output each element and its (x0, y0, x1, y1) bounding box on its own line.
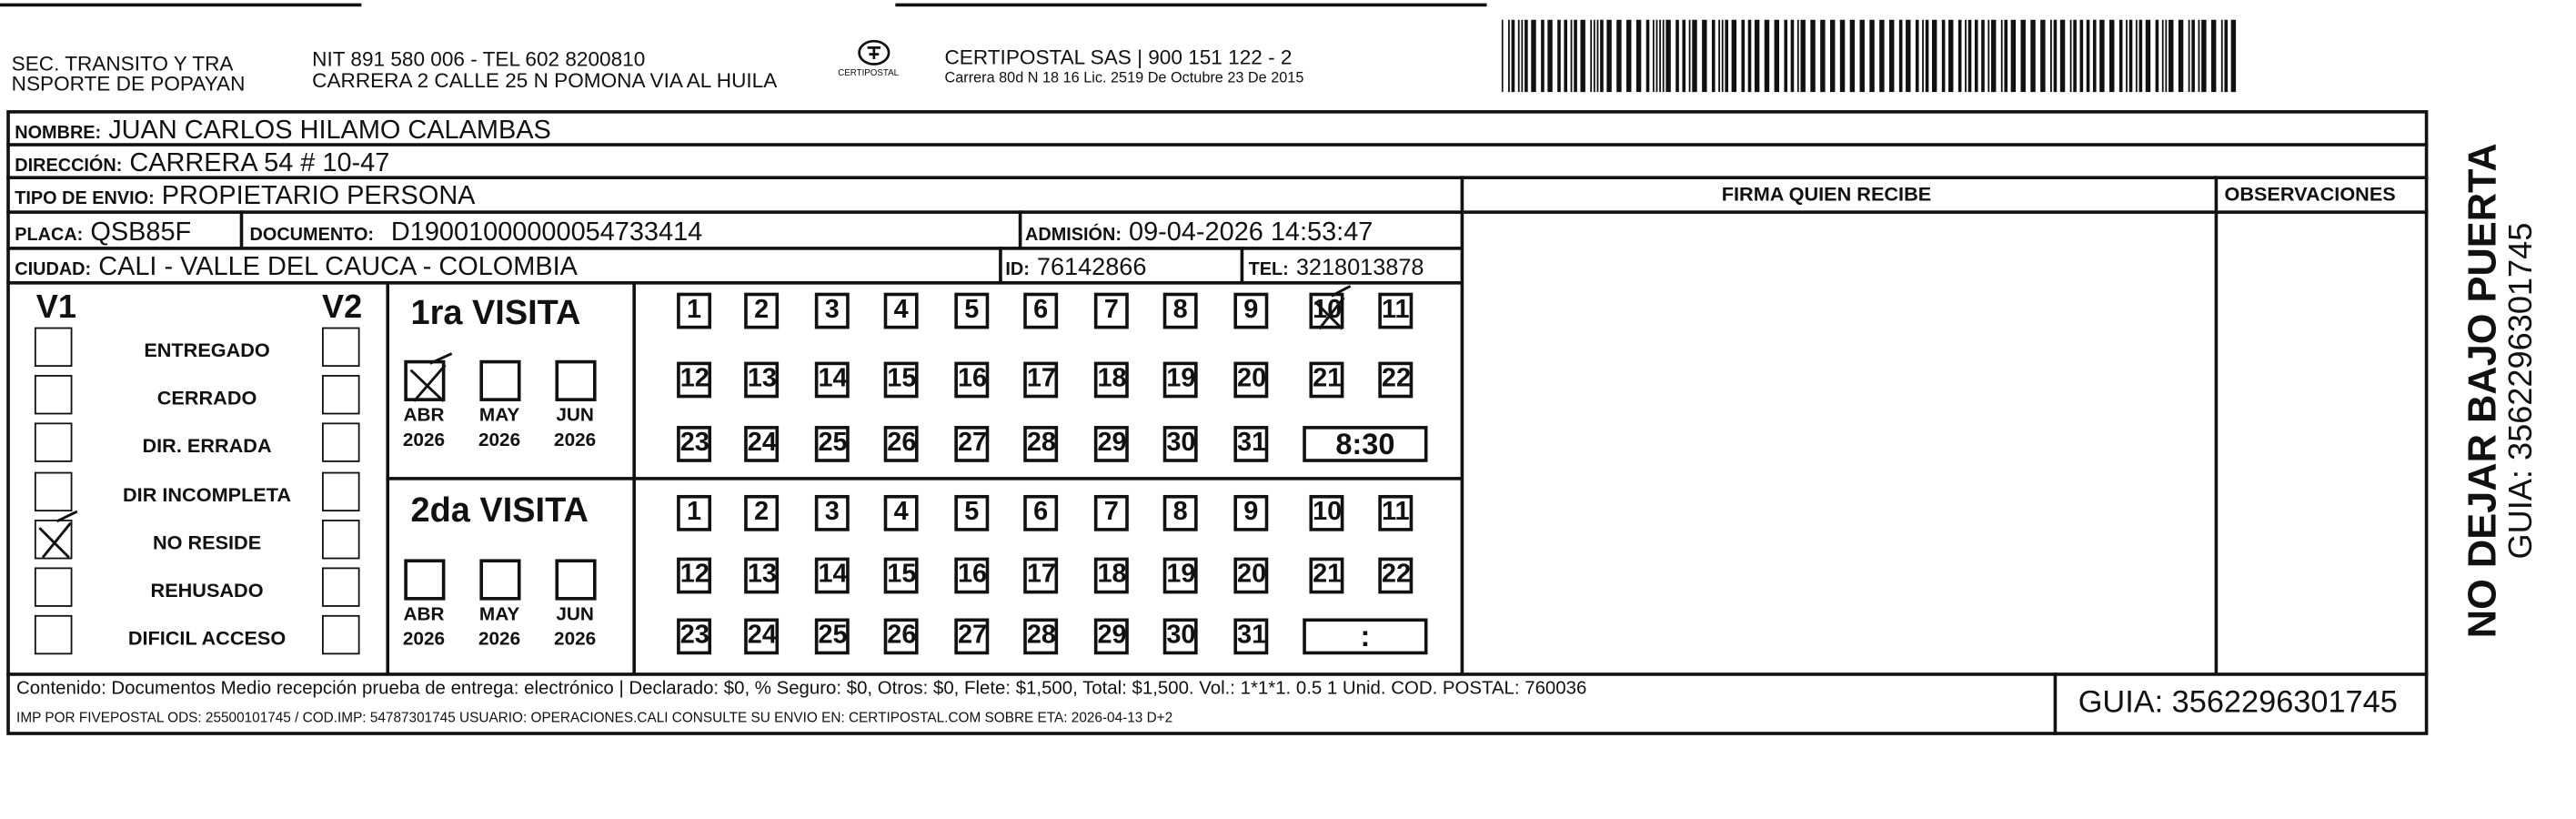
status-label: DIFICIL ACCESO (127, 626, 287, 651)
cell-divider (1241, 247, 1244, 283)
tipo-label: TIPO DE ENVIO: (15, 188, 155, 209)
day-box[interactable]: 5 (954, 293, 989, 329)
day-box[interactable]: 29 (1094, 619, 1129, 655)
direccion-row (15, 151, 389, 177)
day-box[interactable]: 15 (884, 558, 919, 594)
day-box[interactable]: 21 (1309, 558, 1343, 594)
barcode-bar (1869, 20, 1874, 93)
barcode-bar (2050, 20, 2052, 93)
month-checkbox[interactable] (479, 559, 520, 600)
day-box[interactable]: 10 (1309, 293, 1343, 329)
day-box[interactable]: 20 (1233, 558, 1268, 594)
status-label: DIR. ERRADA (142, 434, 272, 459)
barcode-bar (2126, 20, 2128, 93)
barcode-bar (1810, 20, 1815, 93)
status-label: REHUSADO (150, 579, 264, 602)
id-value: 76142866 (1036, 253, 1147, 282)
barcode-bar (1784, 20, 1787, 93)
visit2-title: 2da VISITA (410, 491, 589, 530)
barcode-bar (2070, 20, 2072, 93)
barcode-bar (2156, 20, 2159, 93)
barcode-bar (1899, 20, 1903, 93)
barcode-bar (1580, 20, 1585, 93)
day-box[interactable]: 3 (815, 293, 850, 329)
barcode-bar (2087, 20, 2090, 93)
admision-cell (1025, 220, 1373, 247)
v1-checkbox[interactable] (35, 328, 73, 367)
barcode-bar (1682, 20, 1685, 93)
barcode-bar (1606, 20, 1611, 93)
barcode-bar (2146, 20, 2150, 93)
day-box[interactable]: 29 (1094, 426, 1129, 462)
v2-checkbox[interactable] (322, 328, 360, 367)
day-box[interactable]: 3 (815, 495, 850, 531)
certipostal-logo: CERTIPOSTAL (834, 36, 913, 89)
month-checkbox[interactable] (479, 360, 520, 401)
documento-value: D19001000000054733414 (390, 218, 703, 248)
barcode-bar (1916, 20, 1919, 93)
cell-divider (999, 247, 1002, 283)
day-box[interactable]: 26 (884, 426, 919, 462)
barcode-bar (2139, 20, 2143, 93)
barcode-bar (1775, 20, 1779, 93)
barcode-bar (1597, 20, 1599, 93)
barcode-bar (1547, 20, 1552, 93)
day-box[interactable]: 7 (1094, 293, 1129, 329)
barcode-bar (1800, 20, 1805, 93)
barcode-bar (1524, 20, 1528, 93)
day-box[interactable]: 5 (954, 495, 989, 531)
visit-separator (386, 477, 1462, 480)
footer-divider (2054, 672, 2058, 735)
v1-label: V1 (35, 289, 76, 326)
v1-checkbox[interactable] (35, 471, 73, 511)
barcode-bar (1590, 20, 1592, 93)
row-line (6, 247, 1462, 250)
top-rule-right (895, 4, 1486, 7)
barcode-bar (1850, 20, 1855, 93)
v1-checkbox[interactable] (35, 423, 73, 462)
month-label: ABR (403, 406, 445, 427)
barcode-bar (1965, 20, 1967, 93)
day-box[interactable]: 16 (954, 558, 989, 594)
footer-line1: Contenido: Documentos Medio recepción prueba de entrega: electrónico | Declarado: $0, % Seguro: $0, Otros: $0, Flete: $1,500, Total: $1,500. Vol.: 1*1*1. 0.5 1 Unid. COD. POSTAL: 760036 (16, 679, 1587, 700)
day-box[interactable]: 26 (884, 619, 919, 655)
barcode-bar (2060, 20, 2065, 93)
side-guia: GUIA: 3562296301745 (2503, 222, 2541, 560)
placa-label: PLACA: (15, 225, 84, 246)
barcode-bar (1656, 20, 1658, 93)
month-year: 2026 (402, 430, 446, 451)
v2-checkbox[interactable] (322, 567, 360, 606)
barcode-bar (1797, 20, 1799, 93)
barcode-bar (1600, 20, 1604, 93)
barcode-bar (1922, 20, 1924, 93)
barcode-bar (2189, 20, 2190, 93)
month-label: ABR (403, 605, 445, 625)
day-box[interactable]: 27 (954, 426, 989, 462)
barcode-bar (2119, 20, 2123, 93)
admision-value: 09-04-2026 14:53:47 (1129, 218, 1374, 248)
month-checkbox[interactable] (555, 559, 596, 600)
barcode-bar (1932, 20, 1937, 93)
v2-checkbox[interactable] (322, 375, 360, 414)
id-cell (1005, 255, 1146, 281)
barcode-bar (1675, 20, 1679, 93)
barcode-bar (1659, 20, 1661, 93)
day-box[interactable]: 25 (815, 619, 850, 655)
barcode-bar (1722, 20, 1724, 93)
barcode-bar (2162, 20, 2164, 93)
top-rule (0, 4, 361, 7)
placa-cell (15, 220, 191, 247)
barcode-bar (2021, 20, 2026, 93)
day-box[interactable]: 4 (884, 293, 919, 329)
day-box[interactable]: 22 (1378, 558, 1413, 594)
status-label: DIR INCOMPLETA (123, 482, 292, 506)
barcode-bar (2168, 20, 2173, 93)
direccion-value: CARRERA 54 # 10-47 (129, 149, 390, 178)
barcode-bar (2093, 20, 2097, 93)
v2-label: V2 (321, 289, 363, 326)
day-box[interactable]: 16 (954, 362, 989, 399)
barcode-bar (1741, 20, 1745, 93)
barcode-bar (1981, 20, 1985, 93)
month-label: JUN (556, 406, 594, 427)
ciudad-label: CIUDAD: (15, 259, 92, 280)
direccion-label: DIRECCIÓN: (15, 156, 123, 177)
month-label: MAY (478, 406, 520, 427)
barcode-bar (2179, 20, 2183, 93)
barcode-bar (1948, 20, 1953, 93)
barcode-bar (2221, 20, 2223, 93)
barcode-bar (2004, 20, 2007, 93)
day-box[interactable]: 12 (677, 558, 711, 594)
day-box[interactable]: 8 (1163, 495, 1198, 531)
month-year: 2026 (554, 630, 597, 650)
day-box[interactable]: 30 (1163, 426, 1198, 462)
firma-label: FIRMA QUIEN RECIBE (1721, 182, 1932, 206)
month-year: 2026 (478, 430, 521, 451)
footer-guia: GUIA: 3562296301745 (2078, 685, 2398, 721)
day-box[interactable]: 2 (744, 293, 779, 329)
barcode-bar (2199, 20, 2200, 93)
v1-checkbox[interactable] (35, 375, 73, 414)
v1-checkbox[interactable] (35, 567, 73, 606)
barcode-bar (2099, 20, 2104, 93)
barcode-bar (1791, 20, 1795, 93)
barcode-bar (1521, 20, 1523, 93)
day-box[interactable]: 14 (815, 362, 850, 399)
tipo-row (15, 184, 475, 210)
barcode-bar (1975, 20, 1978, 93)
sender-line1: SEC. TRANSITO Y TRA (11, 52, 234, 76)
barcode-bar (1508, 20, 1510, 93)
time-box[interactable]: 8:30 (1303, 426, 1427, 462)
v2-checkbox[interactable] (322, 615, 360, 654)
barcode-bar (1636, 20, 1641, 93)
barcode-bar (1879, 20, 1884, 93)
day-box[interactable]: 1 (677, 495, 711, 531)
day-box[interactable]: 25 (815, 426, 850, 462)
signature-area[interactable] (1464, 214, 2213, 672)
barcode-bar (2040, 20, 2045, 93)
barcode-bar (2231, 20, 2236, 93)
barcode-bar (2129, 20, 2133, 93)
day-box[interactable]: 13 (744, 362, 779, 399)
barcode-bar (2030, 20, 2035, 93)
day-box[interactable]: 21 (1309, 362, 1343, 399)
status-label: ENTREGADO (144, 339, 270, 362)
barcode-bar (1987, 20, 1989, 93)
day-box[interactable]: 18 (1094, 558, 1129, 594)
placa-value: QSB85F (90, 218, 192, 248)
barcode-bar (1725, 20, 1728, 93)
month-year: 2026 (402, 630, 446, 650)
barcode-bar (1692, 20, 1696, 93)
barcode-bar (1665, 20, 1670, 93)
observaciones-label: OBSERVACIONES (2224, 182, 2396, 206)
day-box[interactable]: 6 (1023, 495, 1058, 531)
v2-checkbox[interactable] (322, 520, 360, 559)
v1-checkbox[interactable] (35, 520, 73, 559)
barcode-bar (2224, 20, 2228, 93)
barcode-bar (1616, 20, 1621, 93)
barcode-bar (1663, 20, 1665, 93)
row-line (6, 281, 1462, 285)
barcode-bar (1860, 20, 1865, 93)
barcode-bar (1702, 20, 1706, 93)
barcode-bar (2001, 20, 2003, 93)
barcode-bar (1564, 20, 1567, 93)
barcode-bar (1991, 20, 1996, 93)
day-box[interactable]: 24 (744, 619, 779, 655)
day-box[interactable]: 11 (1378, 293, 1413, 329)
barcode-bar (2201, 20, 2206, 93)
barcode-bar (1765, 20, 1769, 93)
day-box[interactable]: 19 (1163, 362, 1198, 399)
nombre-row (15, 118, 551, 145)
tel-value: 3218013878 (1295, 253, 1424, 280)
day-box[interactable]: 17 (1023, 362, 1058, 399)
barcode-bar (1574, 20, 1577, 93)
barcode-bar (1557, 20, 1561, 93)
barcode-bar (2080, 20, 2084, 93)
day-box[interactable]: 17 (1023, 558, 1058, 594)
barcode-bar (2136, 20, 2138, 93)
month-checkbox[interactable] (404, 559, 445, 600)
side-warning: NO DEJAR BAJO PUERTA (2460, 143, 2506, 639)
v1-checkbox[interactable] (35, 615, 73, 654)
day-box[interactable]: 30 (1163, 619, 1198, 655)
month-label: MAY (478, 605, 520, 625)
admision-label: ADMISIÓN: (1025, 225, 1122, 246)
nombre-label: NOMBRE: (15, 123, 102, 144)
day-box[interactable]: 19 (1163, 558, 1198, 594)
barcode (1502, 20, 2244, 93)
day-box[interactable]: 1 (677, 293, 711, 329)
day-box[interactable]: 31 (1233, 426, 1268, 462)
barcode-bar (1906, 20, 1910, 93)
barcode-bar (1748, 20, 1752, 93)
status-label: CERRADO (156, 387, 257, 410)
barcode-bar (1718, 20, 1720, 93)
day-box[interactable]: 22 (1378, 362, 1413, 399)
day-box[interactable]: 24 (744, 426, 779, 462)
barcode-bar (1942, 20, 1946, 93)
visit1-title: 1ra VISITA (410, 294, 581, 333)
barcode-bar (1830, 20, 1835, 93)
day-box[interactable]: 28 (1023, 619, 1058, 655)
cell-divider (1019, 210, 1022, 248)
barcode-bar (1646, 20, 1650, 93)
barcode-bar (1689, 20, 1691, 93)
observaciones-area[interactable] (2218, 214, 2425, 672)
barcode-bar (1840, 20, 1845, 93)
status-label: NO RESIDE (152, 531, 262, 554)
documento-label: DOCUMENTO: (249, 225, 375, 246)
ciudad-value: CALI - VALLE DEL CAUCA - COLOMBIA (98, 253, 578, 282)
sender-nit: NIT 891 580 006 - TEL 602 8200810 (312, 47, 646, 71)
day-box[interactable]: 13 (744, 558, 779, 594)
day-box[interactable]: 23 (677, 426, 711, 462)
barcode-bar (1926, 20, 1929, 93)
day-box[interactable]: 4 (884, 495, 919, 531)
barcode-bar (1541, 20, 1545, 93)
barcode-bar (1968, 20, 1972, 93)
day-box[interactable]: 7 (1094, 495, 1129, 531)
month-label: JUN (556, 605, 594, 625)
day-box[interactable]: 23 (677, 619, 711, 655)
tel-label: TEL: (1248, 259, 1289, 280)
barcode-bar (1712, 20, 1716, 93)
sender-address: CARRERA 2 CALLE 25 N POMONA VIA AL HUILA (312, 68, 778, 93)
nombre-value: JUAN CARLOS HILAMO CALAMBAS (108, 116, 551, 146)
v2-checkbox[interactable] (322, 423, 360, 462)
day-box[interactable]: 11 (1378, 495, 1413, 531)
courier-name: CERTIPOSTAL SAS | 900 151 122 - 2 (944, 46, 1293, 69)
day-box[interactable]: 6 (1023, 293, 1058, 329)
barcode-bar (1732, 20, 1736, 93)
time-box[interactable]: : (1303, 619, 1427, 655)
footer-line (6, 672, 2428, 676)
barcode-bar (1626, 20, 1631, 93)
barcode-bar (1531, 20, 1535, 93)
barcode-bar (2165, 20, 2167, 93)
month-year: 2026 (478, 630, 521, 650)
month-year: 2026 (554, 430, 597, 451)
day-box[interactable]: 9 (1233, 495, 1268, 531)
day-box[interactable]: 20 (1233, 362, 1268, 399)
barcode-bar (2191, 20, 2195, 93)
day-box[interactable]: 15 (884, 362, 919, 399)
id-label: ID: (1005, 259, 1030, 280)
tel-cell (1249, 255, 1424, 281)
day-box[interactable]: 27 (954, 619, 989, 655)
day-box[interactable]: 2 (744, 495, 779, 531)
tipo-value: PROPIETARIO PERSONA (161, 182, 476, 211)
documento-cell (250, 220, 703, 247)
day-box[interactable]: 31 (1233, 619, 1268, 655)
day-box[interactable]: 12 (677, 362, 711, 399)
footer-line2: IMP POR FIVEPOSTAL ODS: 25500101745 / COD.IMP: 54787301745 USUARIO: OPERACIONES.CALI CONSULTE SU ENVIO EN: CERTIPOSTAL.COM SOBRE ETA: 2026-04-13 D+2 (16, 708, 1173, 725)
day-box[interactable]: 9 (1233, 293, 1268, 329)
barcode-bar (2211, 20, 2216, 93)
barcode-bar (1518, 20, 1520, 93)
check-mark-icon (1313, 296, 1347, 332)
barcode-bar (2109, 20, 2114, 93)
barcode-bar (2011, 20, 2016, 93)
barcode-bar (1571, 20, 1573, 93)
barcode-bar (1889, 20, 1894, 93)
barcode-bar (1512, 20, 1515, 93)
day-box[interactable]: 18 (1094, 362, 1129, 399)
barcode-bar (1653, 20, 1655, 93)
day-box[interactable]: 28 (1023, 426, 1058, 462)
barcode-bar (1755, 20, 1759, 93)
courier-license: Carrera 80d N 18 16 Lic. 2519 De Octubre 23 De 2015 (944, 68, 1304, 86)
barcode-bar (1502, 20, 1504, 93)
barcode-bar (1820, 20, 1825, 93)
barcode-bar (2073, 20, 2077, 93)
day-box[interactable]: 14 (815, 558, 850, 594)
barcode-bar (1594, 20, 1595, 93)
cell-divider (240, 210, 244, 248)
check-mark-icon (408, 363, 448, 404)
sender-line2: NSPORTE DE POPAYAN (11, 72, 246, 96)
ciudad-cell (15, 255, 578, 281)
day-box[interactable]: 8 (1163, 293, 1198, 329)
check-mark-icon (36, 521, 75, 561)
day-box[interactable]: 10 (1309, 495, 1343, 531)
month-checkbox[interactable] (404, 360, 445, 401)
barcode-bar (2054, 20, 2058, 93)
v2-checkbox[interactable] (322, 471, 360, 511)
barcode-bar (1958, 20, 1962, 93)
month-checkbox[interactable] (555, 360, 596, 401)
